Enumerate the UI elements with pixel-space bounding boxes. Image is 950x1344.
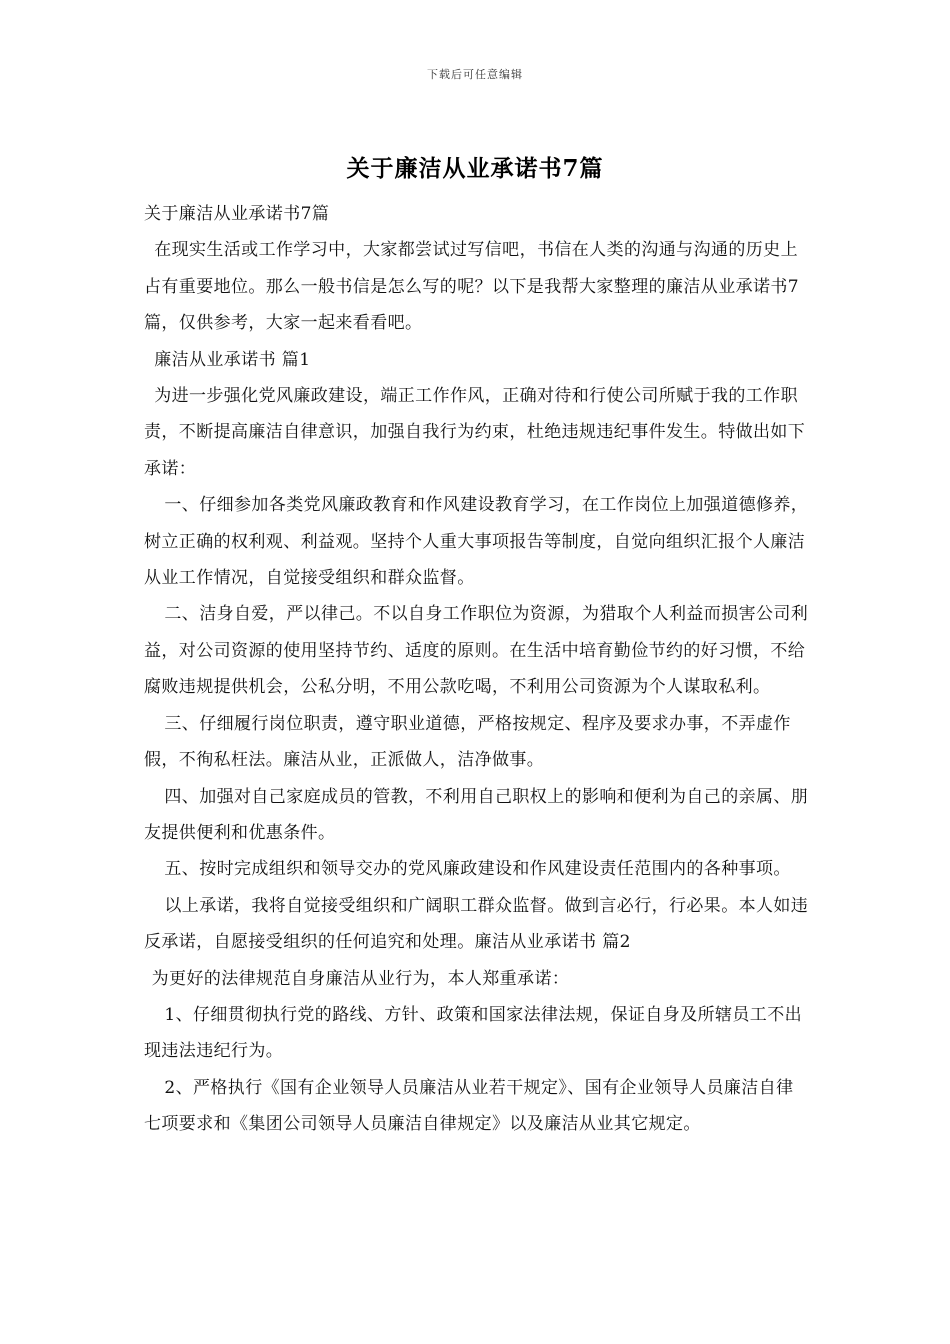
document-title: 关于廉洁从业承诺书7篇 bbox=[346, 155, 604, 182]
section-heading: 廉洁从业承诺书 篇1 bbox=[154, 349, 311, 370]
body-paragraph: 二、洁身自爱，严以律己。不以自身工作职位为资源，为猎取个人利益而损害公司利益，对公司资源的使用坚持节约、适度的原则。在生活中培育勤俭节约的好习惯，不给腐败违规提供机会，公私分明，不用公款吃喝，不利用公司资源为个人谋取私利。 bbox=[144, 604, 809, 698]
body-paragraph: 为进一步强化党风廉政建设，端正工作作风，正确对待和行使公司所赋于我的工作职责，不断提高廉洁自律意识，加强自我行为约束，杜绝违规违纪事件发生。特做出如下承诺： bbox=[144, 386, 806, 479]
body-paragraph: 以上承诺，我将自觉接受组织和广阔职工群众监督。做到言必行，行必果。本人如违反承诺，自愿接受组织的任何追究和处理。廉洁从业承诺书 篇2 bbox=[144, 895, 809, 953]
document-body bbox=[144, 196, 810, 1143]
body-paragraph: 为更好的法律规范自身廉洁从业行为，本人郑重承诺： bbox=[151, 968, 570, 989]
body-paragraph: 五、按时完成组织和领导交办的党风廉政建设和作风建设责任范围内的各种事项。 bbox=[164, 859, 791, 880]
body-paragraph: 在现实生活或工作学习中，大家都尝试过写信吧，书信在人类的沟通与沟通的历史上占有重要地位。那么一般书信是怎么写的呢？以下是我帮大家整理的廉洁从业承诺书7篇，仅供参考，大家一起来看看吧。 bbox=[144, 240, 800, 334]
body-paragraph: 关于廉洁从业承诺书7篇 bbox=[144, 204, 330, 224]
body-paragraph: 一、仔细参加各类党风廉政教育和作风建设教育学习，在工作岗位上加强道德修养，树立正确的权利观、利益观。坚持个人重大事项报告等制度，自觉向组织汇报个人廉洁从业工作情况，自觉接受组织和群众监督。 bbox=[144, 495, 809, 589]
body-paragraph: 三、仔细履行岗位职责，遵守职业道德，严格按规定、程序及要求办事，不弄虚作假，不徇私枉法。廉洁从业，正派做人，洁净做事。 bbox=[144, 713, 791, 771]
body-paragraph: 1、仔细贯彻执行党的路线、方针、政策和国家法律法规，保证自身及所辖员工不出现违法违纪行为。 bbox=[144, 1004, 803, 1062]
body-paragraph: 2、严格执行《国有企业领导人员廉洁从业若干规定》、国有企业领导人员廉洁自律七项要求和《集团公司领导人员廉洁自律规定》以及廉洁从业其它规定。 bbox=[144, 1077, 794, 1135]
body-paragraph: 四、加强对自己家庭成员的管教，不利用自己职权上的影响和便利为自己的亲属、朋友提供便利和优惠条件。 bbox=[144, 786, 809, 843]
header-note: 下载后可任意编辑 bbox=[427, 68, 523, 81]
